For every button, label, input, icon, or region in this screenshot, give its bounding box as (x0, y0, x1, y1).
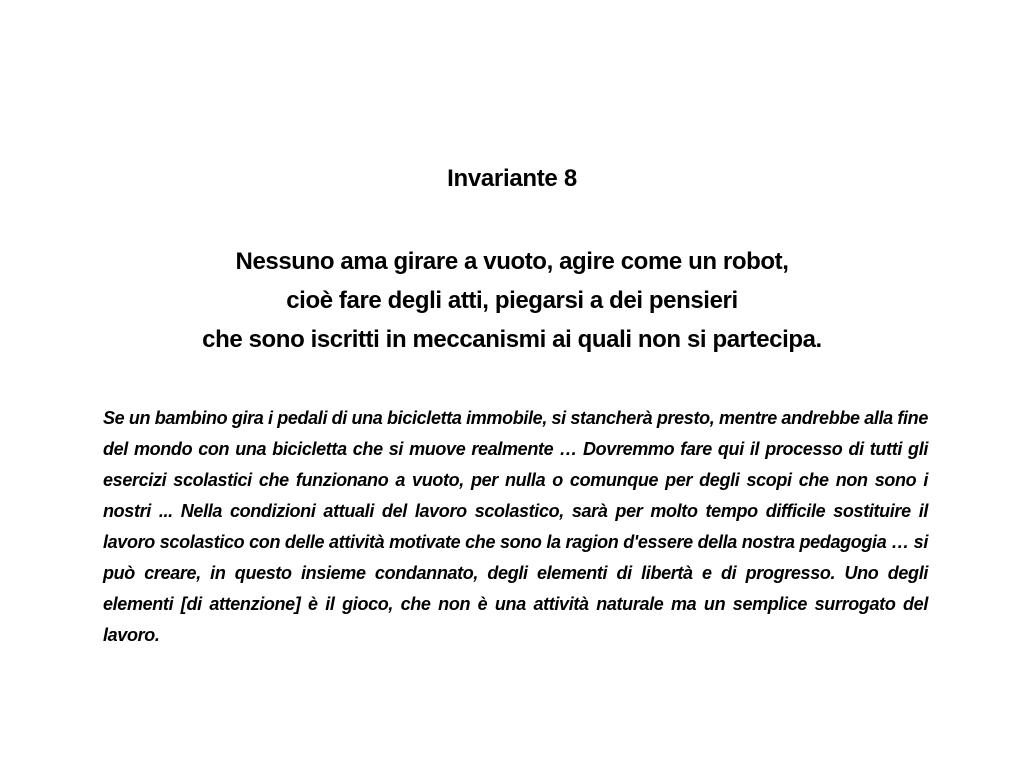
principle-statement (60, 242, 964, 359)
slide-title: Invariante 8 (447, 165, 577, 192)
principle-line: Nessuno ama girare a vuoto, agire come un robot, (235, 248, 789, 275)
quote-paragraph: Se un bambino gira i pedali di una bicicletta immobile, si stancherà presto, mentre andrebbe alla fine del mondo con una bicicletta che si muove realmente … Dovremmo fare qui il processo di tutti gli esercizi scolastici che funzionano a vuoto, per nulla o comunque per degli scopi che non sono i nostri ... Nella condizioni attuali del lavoro scolastico, sarà per molto tempo difficile sostituire il lavoro scolastico con delle attività motivate che sono la ragion d'essere della nostra pedagogia … si può creare, in questo insieme condannato, degli elementi di libertà e di progresso. Uno degli elementi [di attenzione] è il gioco, che non è una attività naturale ma un semplice surrogato del lavoro. (103, 408, 928, 645)
principle-line: che sono iscritti in meccanismi ai quali non si partecipa. (202, 326, 822, 353)
principle-line: cioè fare degli atti, piegarsi a dei pensieri (286, 287, 738, 314)
